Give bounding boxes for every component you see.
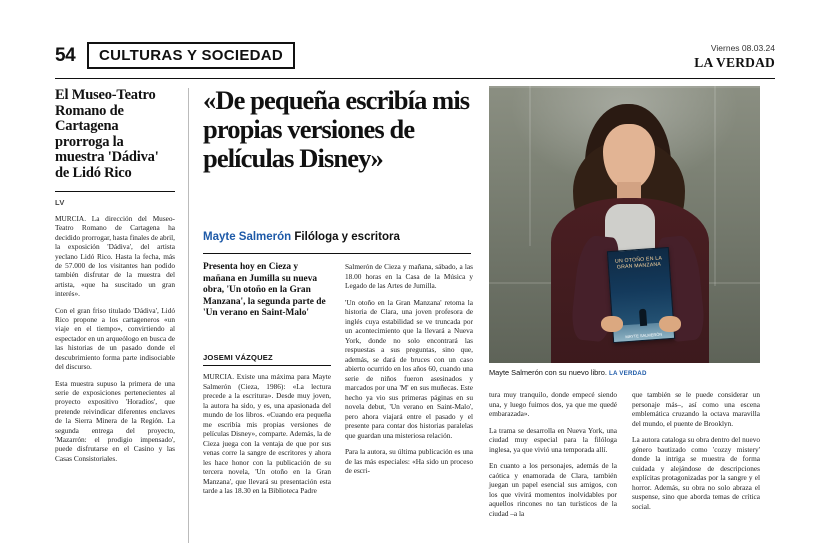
photo-content [489,86,760,363]
column-divider [188,88,189,543]
publication-name: LA VERDAD [694,55,775,70]
sidebar-byline: LV [55,198,65,207]
section-label: CULTURAS Y SOCIEDAD [99,47,284,64]
book-author: MAYTE SALMERÓN [625,331,663,340]
article-column-1 [203,372,331,503]
interviewee-name: Mayte Salmerón [203,231,292,243]
section-badge [87,42,295,69]
masthead [55,45,775,79]
photo-caption [489,368,760,377]
book-title: UN OTOÑO EN LA GRAN MANZANA [614,255,663,271]
sidebar-body [55,214,175,463]
sidebar-paragraph: Con el gran friso titulado 'Dádiva', Lidó Rico propone a los cartageneros «un viaje en el tiempo», convirtiendo al espectador en un arqueólogo en busca de las historias de un pasado donde el descubrimiento forma parte indisociable del discurso. [55,305,175,372]
photo-right-hand [659,316,681,332]
issue-date: Viernes 08.03.24 [710,43,775,53]
page-title: «De pequeña escribía mis propias versiones de películas Disney» [203,85,470,173]
article-paragraph: Salmerón de Cieza y mañana, sábado, a las 18.00 horas en la Casa de la Música y Legado de las Artes de Jumilla. [345,262,473,290]
article-paragraph: La autora cataloga su obra dentro del nuevo género bautizado como 'cozzy mistery' donde la intriga se muestra de forma cuidada y alejándose de descripciones explícitas protagonizadas por la sangre y el horror. Además, su obra no solo abraza el suspense, sino que aborda temas de crítica social. [632,435,760,511]
sidebar-divider [55,191,175,192]
article-paragraph: MURCIA. Existe una máxima para Mayte Salmerón (Cieza, 1986): «La lectura precede a la escritura». Desde muy joven, la autora ha sido, y es, una apasionada del mundo de los libros. «Cuando era pequeña me escribía mis propias versiones de películas Disney», comparte. Además, la de Cieza juega con la ventaja de que por sus venas corre la sangre de escritores y ahora les hace honor con la publicación de su tercera novela, 'Un otoño en la Gran Manzana', que llevará su presentación esta tarde a las 18.30 en la Biblioteca Padre [203,372,331,495]
photo-left-hand [601,316,623,332]
article-photo [489,86,760,363]
article-lede: Presenta hoy en Cieza y mañana en Jumilla su nueva obra, 'Un otoño en la Gran Manzana', la segunda parte de 'Un verano en Saint-Malo' [203,262,326,319]
header-divider [55,78,775,79]
article-author: JOSEMI VÁZQUEZ [203,353,273,362]
article-paragraph: que también se le puede considerar un personaje más–, así como una escena emblemática cruzando la octava maravilla del mundo, el puente de Brooklyn. [632,390,760,428]
interviewee-role: Filóloga y escritora [294,231,400,243]
sidebar-paragraph: MURCIA. La dirección del Museo-Teatro Romano de Cartagena ha decidido prorrogar, hasta finales de abril, la exposición 'Dádiva', del artista yeclano Lidó Rico. Hasta la fecha, más de 57.000 de los visitantes han podido también disfrutar de la muestra del artista, «que ha suscitado un gran interés». [55,214,175,299]
author-divider [203,365,331,366]
article-column-3 [489,390,617,525]
lede-divider [203,253,471,254]
sidebar-article [55,88,175,470]
article-paragraph: En cuanto a los personajes, además de la caótica y enamorada de Clara, también juegan un papel esencial sus amigos, con los que vivirá momentos inolvidables por aquellos rincones no tan turísticos de la ciudad –a la [489,461,617,518]
article-paragraph: Para la autora, su última publicación es una de las más especiales: «Ha sido un proceso de escri- [345,447,473,475]
article-paragraph: 'Un otoño en la Gran Manzana' retoma la historia de Clara, una joven profesora de inglés cuya estabilidad se ve truncada por un acontecimiento que la llevará a Nueva York, donde no solo encontrará las respuestas a sus preguntas, sino que, además, se dará de bruces con un caso abierto ocurrido en los años 60, cuando una serie de niños fueron asesinados y marcados por una 'M' en sus muñecas. Este hecho ya vio sus primeras páginas en su novela debut, 'Un verano en Saint-Malo', pero ahora viajará entre el pasado y el presente para contar dos historias paralelas que guardan una misteriosa relación. [345,297,473,440]
interviewee-byline [203,231,483,243]
book-cover-figure [639,309,647,326]
sidebar-headline: El Museo-Teatro Romano de Cartagena prorroga la muestra 'Dádiva' de Lidó Rico [55,87,159,181]
article-column-2 [345,262,473,483]
sidebar-paragraph: Esta muestra supuso la primera de una serie de exposiciones pertenecientes al proyecto expositivo 'Horadios', que pretende reivindicar diferentes enclaves de la Sierra Minera de la Región. La segunda entrega del proyecto, 'Mazarrón: el prodigio impensado', puede disfrutarse en el Casino y las Casas Consistoriales. [55,378,175,463]
photo-credit: LA VERDAD [608,370,647,377]
article-paragraph: La trama se desarrolla en Nueva York, una ciudad muy especial para la filóloga inglesa, ya que vivió una temporada allí. [489,425,617,454]
article-column-4 [632,390,760,518]
photo-caption-text: Mayte Salmerón con su nuevo libro. [489,368,607,377]
page-number: 54 [55,45,76,66]
article-paragraph: tura muy tranquilo, donde empecé siendo una, y luego fuimos dos, ya que me quedé embarazada». [489,390,617,418]
